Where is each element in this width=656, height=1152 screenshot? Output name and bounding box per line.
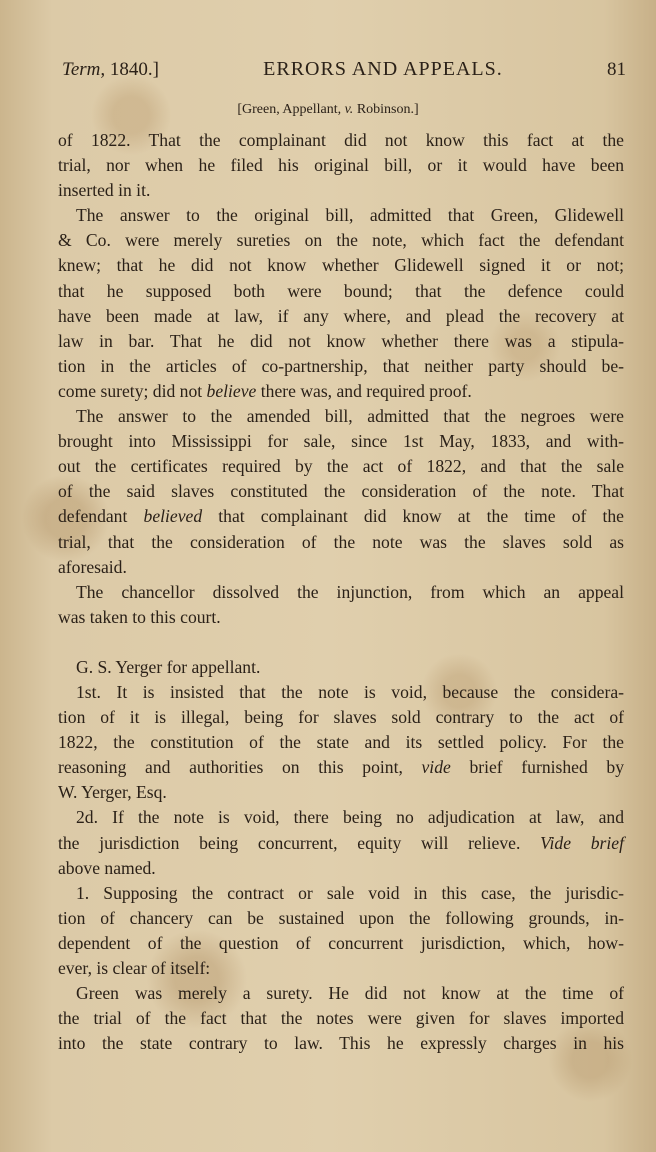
text-line: that he supposed both were bound; that the defence could	[58, 280, 624, 301]
term-year: 1840.]	[109, 59, 159, 80]
text-line: into the state contrary to law. This he expressly charges in his	[58, 1033, 624, 1054]
text-line: 1822, the constitution of the state and its settled policy. For the	[58, 732, 624, 753]
text-line: The chancellor dissolved the injunction, from which an appeal	[76, 581, 624, 602]
text-line: tion of it is illegal, being for slaves sold contrary to the act of	[58, 707, 624, 728]
text-line: ever, is clear of itself:	[58, 958, 211, 978]
text-segment: there was, and required proof.	[256, 380, 472, 401]
text-line: inserted in it.	[58, 180, 151, 201]
text-line: law in bar. That he did not know whether there was a stipula-	[58, 330, 624, 351]
text-line: & Co. were merely sureties on the note, which fact the defendant	[58, 230, 624, 251]
counsel-line: G. S. Yerger for appellant.	[76, 656, 261, 677]
text-line: out the certificates required by the act of 1822, and that the sale	[58, 456, 624, 477]
text-line: above named.	[58, 857, 156, 878]
text-line: tion in the articles of co-partnership, that neither party should be-	[58, 355, 624, 376]
page-number: 81	[606, 59, 626, 80]
text-line: 1. Supposing the contract or sale void in this case, the jurisdic-	[76, 882, 624, 903]
italic-word: believed	[143, 506, 203, 527]
body-text	[58, 128, 624, 1056]
text-line: trial, nor when he filed his original bill, or it would have been	[58, 155, 624, 176]
text-line: dependent of the question of concurrent jurisdiction, which, how-	[58, 932, 624, 953]
text-line: aforesaid.	[58, 556, 127, 577]
italic-word: believe	[206, 380, 257, 401]
case-caption-open: [Green, Appellant,	[237, 102, 345, 117]
text-line	[58, 379, 624, 404]
italic-word: Vide brief	[540, 832, 624, 853]
text-segment: reasoning and authorities on this point,	[58, 757, 422, 778]
case-caption-v: v.	[344, 102, 354, 117]
text-line	[58, 755, 624, 780]
text-line: was taken to this court.	[58, 606, 221, 627]
text-segment: brief furnished by	[450, 757, 624, 778]
term-word: Term,	[62, 59, 106, 80]
text-line: Green was merely a surety. He did not know at the time of	[76, 983, 624, 1004]
text-line: The answer to the original bill, admitted that Green, Glidewell	[76, 205, 624, 226]
running-title: ERRORS AND APPEALS.	[263, 58, 503, 80]
text-line: The answer to the amended bill, admitted that the negroes were	[76, 406, 624, 427]
term-label	[62, 59, 159, 81]
case-caption	[0, 102, 656, 118]
text-line: trial, that the consideration of the note was the slaves sold as	[58, 531, 624, 552]
italic-word: vide	[421, 757, 451, 778]
text-line: the trial of the fact that the notes were given for slaves imported	[58, 1008, 624, 1029]
text-segment: defendant	[58, 506, 144, 527]
text-line: knew; that he did not know whether Glidewell signed it or not;	[58, 255, 624, 276]
running-header	[62, 58, 626, 88]
text-segment: that complainant did know at the time of the	[202, 506, 624, 527]
case-caption-close: Robinson.]	[353, 102, 419, 117]
text-line: tion of chancery can be sustained upon the following grounds, in-	[58, 907, 624, 928]
text-line: W. Yerger, Esq.	[58, 782, 167, 803]
text-line: brought into Mississippi for sale, since 1st May, 1833, and with-	[58, 431, 624, 452]
text-line: have been made at law, if any where, and plead the recovery at	[58, 305, 624, 326]
text-line: of 1822. That the complainant did not know this fact at the	[58, 130, 624, 150]
text-segment: the jurisdiction being concurrent, equity will relieve.	[58, 832, 541, 853]
text-segment: come surety; did not	[58, 380, 207, 401]
text-line: 1st. It is insisted that the note is void, because the considera-	[76, 681, 624, 702]
text-line	[58, 504, 624, 529]
text-line: 2d. If the note is void, there being no adjudication at law, and	[76, 807, 624, 828]
text-line	[58, 831, 624, 856]
text-line: of the said slaves constituted the consideration of the note. That	[58, 481, 624, 502]
